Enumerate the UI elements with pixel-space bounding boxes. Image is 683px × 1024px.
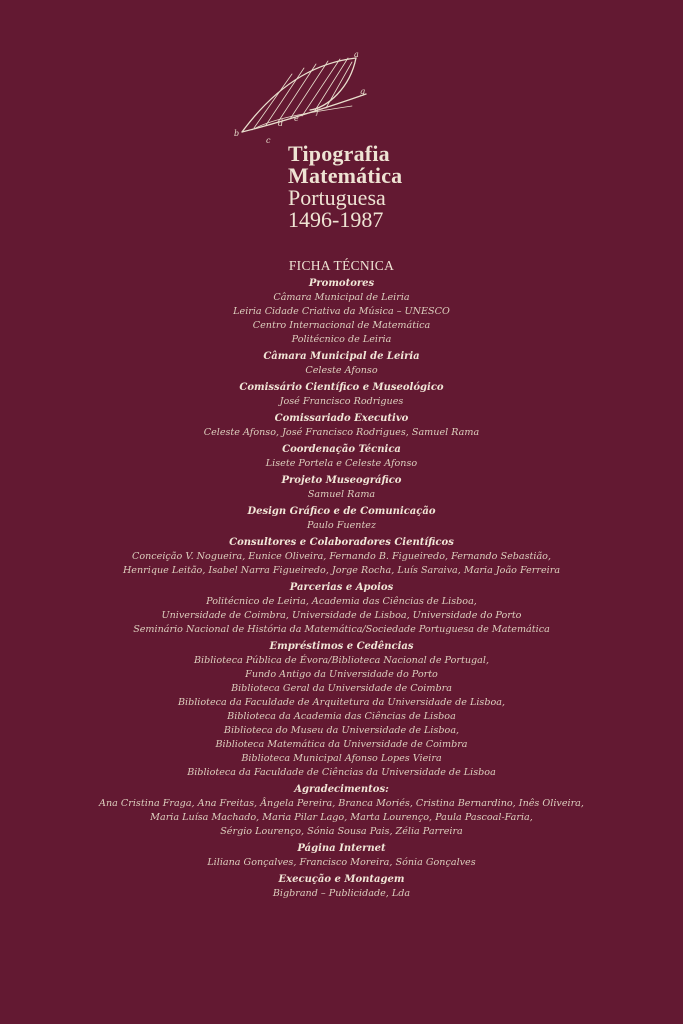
section-line: Biblioteca do Museu da Universidade de Lisboa, <box>223 725 460 736</box>
section-line: Biblioteca Municipal Afonso Lopes Vieira <box>241 753 442 764</box>
section-heading: Consultores e Colaboradores Científicos <box>229 537 454 548</box>
section-line: Samuel Rama <box>307 489 376 500</box>
section-line: Ana Cristina Fraga, Ana Freitas, Ângela Pereira, Branca Moriés, Cristina Bernardino, Inês Oliveira, <box>99 798 584 809</box>
section-heading: Projeto Museográfico <box>281 475 402 486</box>
exhibition-title <box>288 143 428 231</box>
section-line: Lisete Portela e Celeste Afonso <box>265 458 418 469</box>
title-line-2: Matemática <box>288 163 403 188</box>
section-heading: Parcerias e Apoios <box>289 582 394 593</box>
section-line: Biblioteca Geral da Universidade de Coimbra <box>231 683 452 694</box>
credit-section <box>0 842 683 870</box>
credit-section <box>0 873 683 901</box>
credit-section <box>0 350 683 378</box>
credit-section <box>0 505 683 533</box>
credit-section <box>0 277 683 347</box>
section-line: José Francisco Rodrigues <box>279 396 404 407</box>
section-heading: Empréstimos e Cedências <box>269 641 414 652</box>
credit-section <box>0 443 683 471</box>
logo-letter: e <box>294 114 299 123</box>
section-line: Centro Internacional de Matemática <box>252 320 431 331</box>
section-line: Fundo Antigo da Universidade do Porto <box>245 669 438 680</box>
credit-section <box>0 640 683 780</box>
section-line: Seminário Nacional de História da Matemática/Sociedade Portuguesa de Matemática <box>133 624 550 635</box>
section-line: Biblioteca da Academia das Ciências de Lisboa <box>227 711 456 722</box>
section-line: Biblioteca da Faculdade de Ciências da Universidade de Lisboa <box>187 767 496 778</box>
section-line: Leiria Cidade Criativa da Música – UNESCO <box>233 306 450 317</box>
ficha-tecnica-heading: FICHA TÉCNICA <box>288 258 395 273</box>
logo-letter: a <box>354 50 359 59</box>
title-line-1: Tipografia <box>288 141 390 166</box>
section-heading: Design Gráfico e de Comunicação <box>247 506 436 517</box>
logo-letter: g <box>360 87 366 96</box>
credit-section <box>0 381 683 409</box>
credit-section <box>0 474 683 502</box>
section-line: Liliana Gonçalves, Francisco Moreira, Sónia Gonçalves <box>207 857 476 868</box>
section-heading: Página Internet <box>297 843 386 854</box>
section-line: Conceição V. Nogueira, Eunice Oliveira, Fernando B. Figueiredo, Fernando Sebastião, <box>131 551 552 562</box>
section-heading: Câmara Municipal de Leiria <box>263 351 420 362</box>
credit-section <box>0 412 683 440</box>
title-line-3: Portuguesa <box>288 185 386 210</box>
section-heading: Execução e Montagem <box>278 874 405 885</box>
logo-letter: b <box>234 129 240 138</box>
section-line: Celeste Afonso, José Francisco Rodrigues, Samuel Rama <box>203 427 480 438</box>
section-heading: Agradecimentos: <box>294 784 389 795</box>
section-line: Bigbrand – Publicidade, Lda <box>272 888 411 899</box>
section-heading: Coordenação Técnica <box>282 444 401 455</box>
section-line: Politécnico de Leiria <box>291 334 392 345</box>
section-line: Universidade de Coimbra, Universidade de Lisboa, Universidade do Porto <box>161 610 522 621</box>
section-line: Biblioteca Matemática da Universidade de Coimbra <box>215 739 468 750</box>
credit-section <box>0 783 683 839</box>
logo-letter: d <box>278 119 284 128</box>
section-heading: Comissariado Executivo <box>274 413 409 424</box>
section-line: Henrique Leitão, Isabel Narra Figueiredo, Jorge Rocha, Luís Saraiva, Maria João Ferreira <box>122 565 561 576</box>
logo-letter: f <box>316 107 319 116</box>
credit-section <box>0 581 683 637</box>
section-line: Politécnico de Leiria, Academia das Ciências de Lisboa, <box>206 596 477 607</box>
section-line: Paulo Fuentez <box>306 520 377 531</box>
astrolabe-sail-diagram-icon <box>232 48 372 148</box>
logo-letter: c <box>266 136 271 145</box>
section-heading: Promotores <box>308 278 375 289</box>
section-line: Câmara Municipal de Leiria <box>273 292 410 303</box>
title-years: 1496-1987 <box>288 207 384 232</box>
section-heading: Comissário Científico e Museológico <box>239 382 444 393</box>
section-line: Biblioteca Pública de Évora/Biblioteca Nacional de Portugal, <box>193 655 489 666</box>
credit-section <box>0 536 683 578</box>
section-line: Sérgio Lourenço, Sónia Sousa Pais, Zélia Parreira <box>220 826 463 837</box>
section-line: Maria Luísa Machado, Maria Pilar Lago, Marta Lourenço, Paula Pascoal-Faria, <box>150 812 533 823</box>
section-line: Celeste Afonso <box>305 365 378 376</box>
credits-list <box>0 256 683 904</box>
section-line: Biblioteca da Faculdade de Arquitetura da Universidade de Lisboa, <box>177 697 506 708</box>
